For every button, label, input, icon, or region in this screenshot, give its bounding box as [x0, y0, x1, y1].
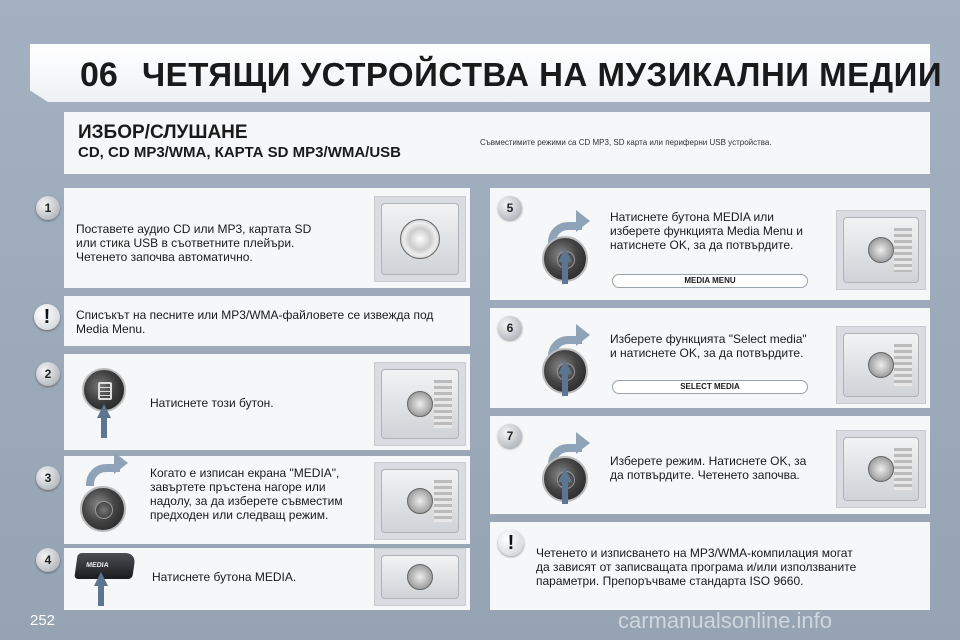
step-4-text: Натиснете бутона MEDIA.	[152, 570, 297, 584]
radio-face	[381, 469, 459, 533]
step-5-badge: 5	[498, 196, 522, 220]
ring-knob-icon	[80, 486, 126, 532]
radio-knob	[407, 488, 433, 514]
select-media-label: SELECT MEDIA	[612, 380, 808, 394]
radio-illustration-4	[374, 548, 466, 606]
warning-1-text: Списъкът на песните или MP3/WMA-файловете се извежда под Media Menu.	[76, 308, 434, 336]
media-menu-label: MEDIA MENU	[612, 274, 808, 288]
press-arrow-stem	[98, 584, 104, 606]
step-3-text: Когато е изписан екрана "MEDIA", завъртете пръстена нагоре или надолу, за да изберете съвместим предходен или следващ режим.	[150, 466, 343, 522]
radio-face	[843, 437, 919, 501]
step-7-badge: 7	[498, 424, 522, 448]
radio-illustration-5	[836, 210, 926, 290]
radio-buttons	[434, 380, 452, 428]
cd-insert-illustration	[374, 196, 466, 282]
radio-face	[381, 369, 459, 439]
list-icon	[98, 382, 112, 400]
warning-2-icon: !	[498, 530, 524, 556]
radio-buttons	[894, 344, 912, 386]
page-number: 252	[30, 612, 56, 629]
warning-2-text: Четенето и изписването на MP3/WMA-компилация могат да зависят от записващата програма и/или използваните параметри. Препоръчваме стандарта ISO 9660.	[536, 546, 857, 588]
radio-face	[381, 203, 459, 275]
step-3-badge: 3	[36, 466, 60, 490]
radio-knob	[868, 352, 894, 378]
page-title: ЧЕТЯЩИ УСТРОЙСТВА НА МУЗИКАЛНИ МЕДИИ	[142, 56, 943, 93]
step-2-text: Натиснете този бутон.	[150, 396, 274, 410]
step-4-badge: 4	[36, 548, 60, 572]
press-arrow-icon	[94, 572, 108, 586]
step-1-badge: 1	[36, 196, 60, 220]
press-arrow-stem	[562, 372, 568, 396]
press-arrow-stem	[101, 416, 107, 438]
radio-knob	[407, 391, 433, 417]
cd-disc-icon	[400, 219, 440, 259]
step-7-text: Изберете режим. Натиснете OK, за да потвърдите. Четенето започва.	[610, 454, 807, 482]
radio-knob	[868, 456, 894, 482]
step-6-text: Изберете функцията "Select media" и натиснете OK, за да потвърдите.	[610, 332, 807, 360]
step-6-badge: 6	[498, 316, 522, 340]
press-arrow-icon	[97, 404, 111, 418]
radio-illustration-6	[836, 326, 926, 404]
radio-face	[843, 217, 919, 283]
radio-face	[381, 555, 459, 599]
radio-face	[843, 333, 919, 397]
rotate-arrow-head-icon	[576, 432, 590, 454]
rotate-arrow-head-icon	[576, 210, 590, 232]
radio-buttons	[434, 480, 452, 522]
radio-buttons	[894, 228, 912, 272]
media-button-icon: MEDIA	[74, 553, 136, 579]
radio-illustration-2	[374, 362, 466, 446]
radio-knob	[868, 237, 894, 263]
step-2-badge: 2	[36, 362, 60, 386]
radio-illustration-7	[836, 430, 926, 508]
section-title: ИЗБОР/СЛУШАНЕ	[78, 122, 248, 143]
step-1-text: Поставете аудио CD или MP3, картата SD или стика USB в съответните плейъри. Четенето започва автоматично.	[76, 222, 312, 264]
radio-buttons	[894, 448, 912, 490]
chapter-number: 06	[80, 56, 118, 94]
section-subtitle: CD, CD MP3/WMA, КАРТА SD MP3/WMA/USB	[78, 144, 402, 161]
press-arrow-icon	[558, 248, 572, 262]
press-arrow-icon	[558, 360, 572, 374]
step-5-text: Натиснете бутона MEDIA или изберете функцията Media Menu и натиснете OK, за да потвърдите.	[610, 210, 803, 252]
press-arrow-stem	[562, 480, 568, 504]
radio-illustration-3	[374, 462, 466, 540]
press-arrow-stem	[562, 260, 568, 284]
section-note: Съвместимите режими са CD MP3, SD карта или периферни USB устройства.	[480, 138, 772, 147]
press-arrow-icon	[558, 468, 572, 482]
rotate-arrow-head-icon	[114, 452, 128, 474]
watermark: carmanualsonline.info	[618, 608, 833, 633]
radio-knob	[407, 564, 433, 590]
rotate-arrow-head-icon	[576, 324, 590, 346]
warning-1-icon: !	[34, 304, 60, 330]
